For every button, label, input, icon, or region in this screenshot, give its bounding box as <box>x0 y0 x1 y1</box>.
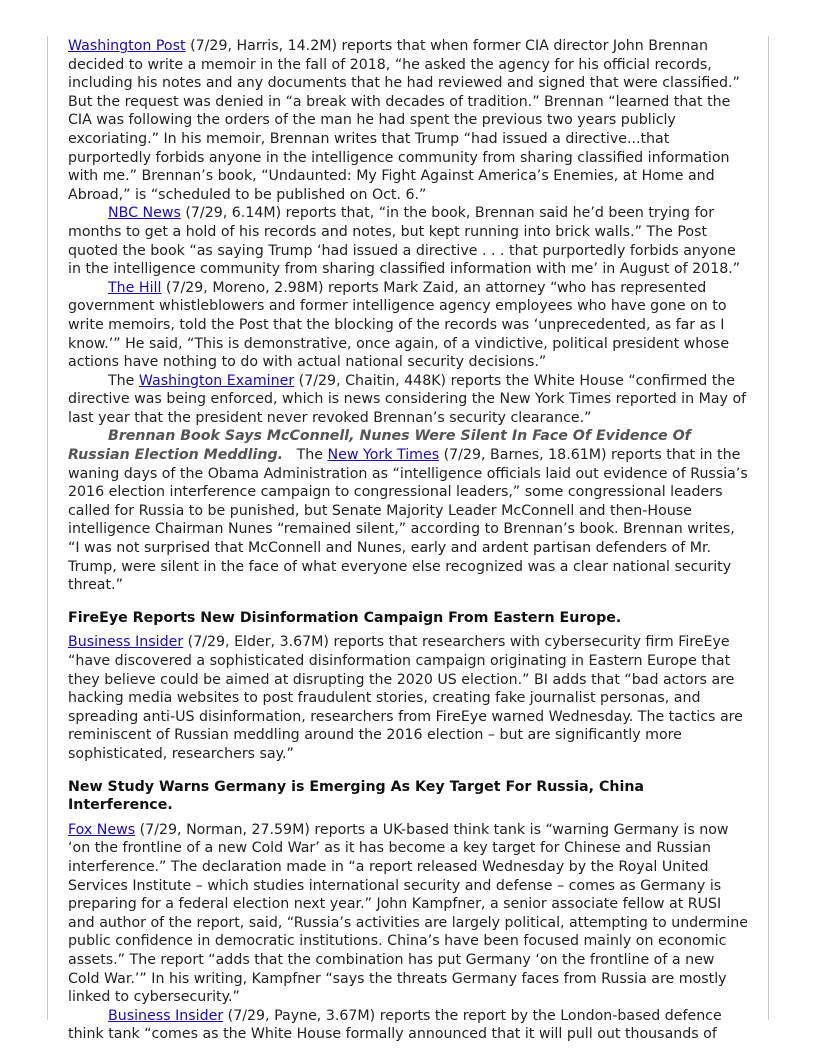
paragraph <box>68 821 748 1007</box>
section-heading: FireEye Reports New Disinformation Campaign From Eastern Europe. <box>68 609 622 626</box>
paragraph <box>68 427 748 594</box>
subheading: Brennan Book Says McConnell, Nunes Were Silent In Face Of Evidence Of Russian Election Meddling. <box>68 428 691 464</box>
paragraph-text: (7/29, Moreno, 2.98M) reports Mark Zaid, an attorney “who has represented government whistleblowers and former intelligence agency employees who have gone on to write memoirs, told the Post that the blocking of the records was ‘unprecedented, as far as I know.’” He said, “This is demonstrative, once again, of a vindictive, political president whose actions have nothing to do with actual national security decisions.” <box>68 279 730 371</box>
paragraph <box>68 633 748 763</box>
paragraph-text: (7/29, Chaitin, 448K) reports the White House “confirmed the directive was being enforced, which is news considering the New York Times reported in May of last year that the president never revoked Brennan’s security clearance.” <box>68 372 747 426</box>
source-link-fox-news[interactable]: Fox News <box>68 821 136 838</box>
paragraph-lead: The <box>283 447 328 464</box>
right-margin-rule <box>768 36 769 1020</box>
source-link-business-insider[interactable]: Business Insider <box>108 1007 224 1024</box>
source-link-washington-examiner[interactable]: Washington Examiner <box>138 372 295 389</box>
paragraph-text: (7/29, Barnes, 18.61M) reports that in the waning days of the Obama Administration as “intelligence officials laid out evidence of Russia’s 2016 election interference campaign to congressional leaders,” some congressional leaders called for Russia to be punished, but Senate Majority Leader McConnell and then-House intelligence Chairman Nunes “remained silent,” according to Brennan’s book. Brennan writes, “I was not surprised that McConnell and Nunes, early and ardent partisan defenders of Mr. Trump, were silent in the face of what everyone else recognized was a clear national security threat.” <box>68 447 748 594</box>
source-link-washington-post[interactable]: Washington Post <box>68 38 186 54</box>
paragraph-lead: The <box>108 372 139 389</box>
paragraph-text: (7/29, Elder, 3.67M) reports that researchers with cybersecurity firm FireEye “have discovered a sophisticated disinformation campaign originating in Eastern Europe that they believe could be aimed at disrupting the 2020 US election.” BI adds that “bad actors are hacking media websites to post fraudulent stories, creating fake journalist personas, and spreading anti-US disinformation, researchers from FireEye warned Wednesday. The tactics are reminiscent of Russian meddling around the 2016 election – but are significantly more sophisticated, researchers say.” <box>68 634 743 762</box>
paragraph <box>68 279 748 372</box>
document-body <box>68 37 748 1044</box>
source-link-business-insider[interactable]: Business Insider <box>68 634 184 651</box>
section-heading: New Study Warns Germany is Emerging As Key Target For Russia, China Interference. <box>68 778 645 814</box>
paragraph-text: (7/29, Norman, 27.59M) reports a UK-based think tank is “warning Germany is now ‘on the frontline of a new Cold War’ as it has become a key target for Chinese and Russian interference.” The declaration made in “a report released Wednesday by the Royal United Services Institute – which studies international security and defense – comes as Germany is preparing for a federal election next year.” John Kampfner, a senior associate fellow at RUSI and author of the report, said, “Russia’s activities are largely political, attempting to undermine public confidence in democratic institutions. China’s have been focused mainly on economic assets.” The report “adds that the combination has put Germany ‘on the frontline of a new Cold War.’” In his writing, Kampfner “says the threats Germany faces from Russia are mostly linked to cybersecurity.” <box>68 821 748 1006</box>
paragraph-text: (7/29, Harris, 14.2M) reports that when former CIA director John Brennan decided to write a memoir in the fall of 2018, “he asked the agency for his official records, including his notes and any documents that he had reviewed and signed that were classified.” But the request was denied in “a break with decades of tradition.” Brennan “learned that the CIA was following the orders of the man he had spent the previous two years publicly excoriating.” In his memoir, Brennan writes that Trump “had issued a directive...that purportedly forbids anyone in the intelligence community from sharing classified information with me.” Brennan’s book, “Undaunted: My Fight Against America’s Enemies, at Home and Abroad,” is “scheduled to be published on Oct. 6.” <box>68 38 740 203</box>
paragraph <box>68 372 748 428</box>
paragraph-text: (7/29, Payne, 3.67M) reports the report by the London-based defence think tank “comes as the White House formally announced that it will pull out thousands of <box>68 1007 722 1043</box>
paragraph <box>68 37 748 204</box>
paragraph <box>68 204 748 278</box>
paragraph <box>68 1007 748 1044</box>
paragraph-text: (7/29, 6.14M) reports that, “in the book, Brennan said he’d been trying for months to get a hold of his records and notes, but kept running into brick walls.” The Post quoted the book “as saying Trump ‘had issued a directive . . . that purportedly forbids anyone in the intelligence community from sharing classified information with me’ in August of 2018.” <box>68 205 741 278</box>
source-link-the-hill[interactable]: The Hill <box>108 279 162 296</box>
source-link-nbc-news[interactable]: NBC News <box>108 205 181 222</box>
source-link-new-york-times[interactable]: New York Times <box>327 447 440 464</box>
left-margin-rule <box>47 36 48 1020</box>
